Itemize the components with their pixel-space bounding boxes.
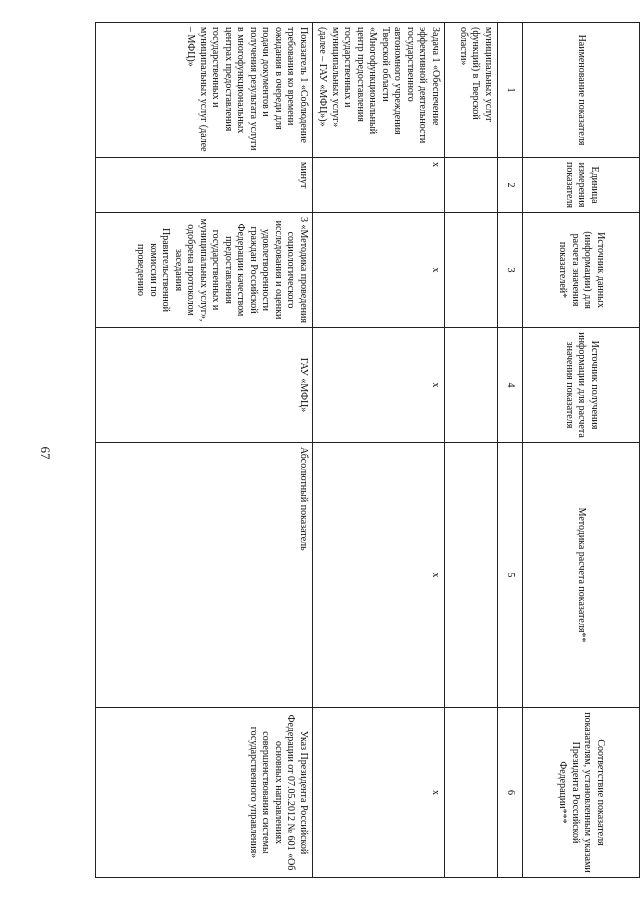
table-cell: x: [313, 213, 445, 328]
table-cell: Абсолютный показатель: [96, 443, 313, 708]
table-cell: [445, 158, 498, 213]
rotated-table-container: [115, 22, 640, 877]
table-row: [96, 23, 313, 878]
table-cell: 3 «Методика проведения социологического исследования и оценки удовлетворенности граждан Российской Федерации качеством предоставления государственных и муниципальных услуг», одобрена протоколом заседания Правительственной комиссии по проведению: [96, 213, 313, 328]
table-cell: [445, 443, 498, 708]
table-cell: x: [313, 328, 445, 443]
column-number: 6: [498, 708, 523, 878]
header-info-source: Источник получения информации для расчета значения показателя: [523, 328, 640, 443]
header-calc-method: Методика расчета показателя**: [523, 443, 640, 708]
table-cell: [445, 328, 498, 443]
column-number: 5: [498, 443, 523, 708]
table-cell: муниципальных услуг (функций) в Тверской области»: [445, 23, 498, 158]
table-header-row: [523, 23, 640, 878]
header-unit: Единица измерения показателя: [523, 158, 640, 213]
column-number-row: [498, 23, 523, 878]
header-decree-compliance: Соответствие показателя показателям, установленным указами Президента Российской Федерации***: [523, 708, 640, 878]
column-number: 1: [498, 23, 523, 158]
column-number: 4: [498, 328, 523, 443]
table-cell: [445, 708, 498, 878]
table-cell: x: [313, 443, 445, 708]
table-cell: Указ Президента Российской Федерации от 07.05.2012 № 601 «Об основных направлениях совершенствования системы государственного управления»: [96, 708, 313, 878]
column-number: 2: [498, 158, 523, 213]
header-indicator-name: Наименование показателя: [523, 23, 640, 158]
table-row: [313, 23, 445, 878]
table-cell: минут: [96, 158, 313, 213]
table-cell: [445, 213, 498, 328]
indicators-table: [95, 22, 640, 878]
header-data-source: Источник данных (информации) для расчета значения показателей*: [523, 213, 640, 328]
table-cell: x: [313, 158, 445, 213]
table-cell: Задача 1 «Обеспечение эффективной деятельности государственного автономного учреждения Тверской области «Многофункциональный центр предоставления государственных и муниципальных услуг» (далее – ГАУ «МФЦ»)»: [313, 23, 445, 158]
table-cell: x: [313, 708, 445, 878]
table-cell: ГАУ «МФЦ»: [96, 328, 313, 443]
table-row: [445, 23, 498, 878]
page-number: 67: [38, 446, 53, 460]
table-cell: Показатель 1 «Соблюдение требования ко времени ожидания в очереди для подачи документов и получения результата услуги в многофункциональных центрах предоставления государственных и муниципальных услуг (далее – МФЦ)»: [96, 23, 313, 158]
column-number: 3: [498, 213, 523, 328]
